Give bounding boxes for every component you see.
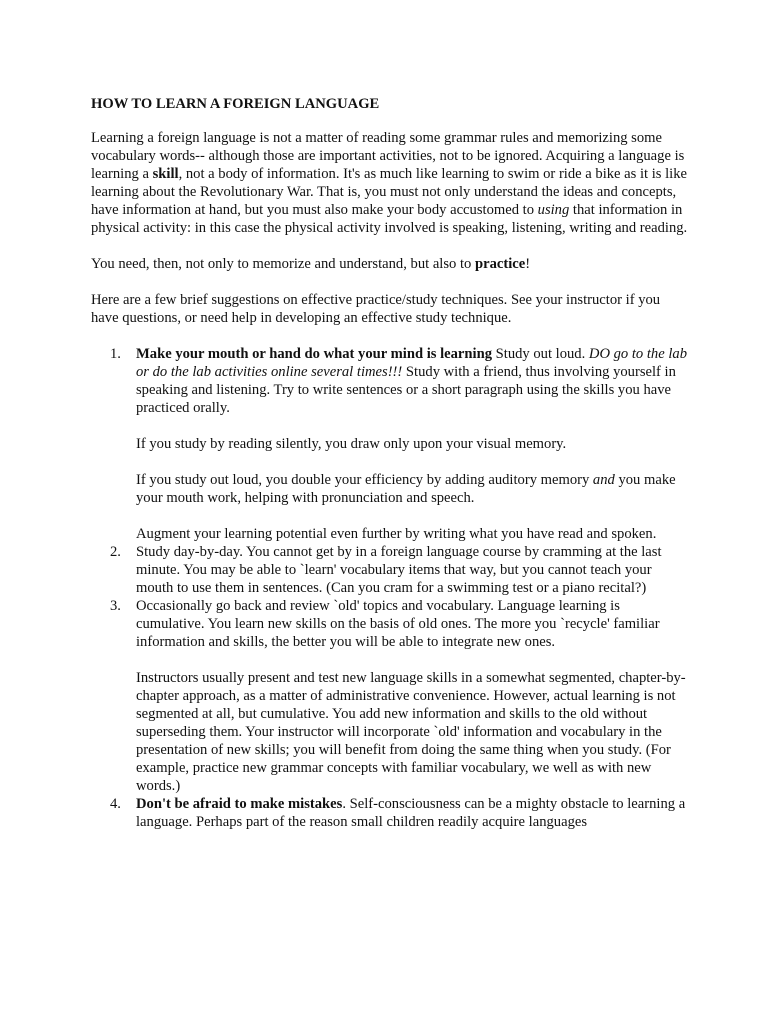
item-paragraph: Instructors usually present and test new language skills in a somewhat segmented, chapter-by-chapter approach, as a matter of administrative convenience. However, actual learning is not segmented at all, but cumulative. You add new information and skills to the old without superseding them. Your instructor will incorporate `old' information and vocabulary in the presentation of new skills; you will benefit from doing the same thing when you study. (For example, practice new grammar concepts with familiar vocabulary, we well as with new words.) (136, 670, 686, 794)
item-paragraph (136, 471, 691, 507)
item-paragraph (136, 345, 691, 417)
item-italic-text: DO go to the lab or do the lab activities online several times!!! (136, 346, 688, 380)
list-number: 2. (110, 544, 121, 560)
item-text: Study with a friend, thus involving yourself in speaking and listening. Try to write sentences or a short paragraph using the skills you have practiced orally. (136, 364, 676, 416)
list-item (91, 345, 691, 543)
suggestion-list (91, 345, 691, 831)
using-emphasis: using (537, 202, 570, 218)
item-paragraph: Occasionally go back and review `old' topics and vocabulary. Language learning is cumulative. You learn new skills on the basis of old ones. The more you `recycle' familiar information and skills, the better you will be able to integrate new ones. (136, 598, 660, 650)
intro-text: You need, then, not only to memorize and understand, but also to (91, 256, 475, 272)
item-text: you make your mouth work, helping with pronunciation and speech. (136, 472, 676, 506)
practice-emphasis: practice (474, 256, 526, 272)
item-paragraph: Augment your learning potential even further by writing what you have read and spoken. (136, 526, 657, 542)
item-text: Study out loud. (492, 346, 589, 362)
document-title: HOW TO LEARN A FOREIGN LANGUAGE (91, 96, 380, 112)
intro-text: Learning a foreign language is not a matter of reading some grammar rules and memorizing some vocabulary words-- although those are important activities, not to be ignored. Acquiring a language is learning a (91, 130, 685, 182)
item-paragraph (136, 795, 691, 831)
list-item (91, 597, 691, 795)
document-page (91, 95, 691, 831)
list-item (91, 543, 691, 597)
intro-text: ! (525, 256, 531, 272)
list-number: 4. (110, 796, 121, 812)
list-item (91, 795, 691, 831)
skill-emphasis: skill (152, 166, 179, 182)
intro-paragraph-2 (91, 255, 691, 273)
intro-text: that information in physical activity: in this case the physical activity involved is speaking, listening, writing and reading. (91, 202, 688, 236)
list-number: 1. (110, 346, 121, 362)
item-heading: Make your mouth or hand do what your mind is learning (136, 346, 492, 362)
list-number: 3. (110, 598, 121, 614)
item-paragraph: Study day-by-day. You cannot get by in a foreign language course by cramming at the last minute. You may be able to `learn' vocabulary items that way, but you cannot teach your mouth to use them in sentences. (Can you cram for a swimming test or a piano recital?) (136, 544, 662, 596)
item-paragraph: If you study by reading silently, you draw only upon your visual memory. (136, 436, 567, 452)
intro-paragraph-3: Here are a few brief suggestions on effective practice/study techniques. See your instructor if you have questions, or need help in developing an effective study technique. (91, 292, 661, 326)
item-text: . Self-consciousness can be a mighty obstacle to learning a language. Perhaps part of the reason small children readily acquire languages (136, 796, 686, 830)
intro-paragraph-1 (91, 129, 691, 237)
intro-text: , not a body of information. It's as much like learning to swim or ride a bike as it is like learning about the Revolutionary War. That is, you must not only understand the ideas and concepts, have information at hand, but you must also make your body accustomed to (91, 166, 688, 218)
item-text: If you study out loud, you double your efficiency by adding auditory memory (136, 472, 593, 488)
and-emphasis: and (592, 472, 615, 488)
item-heading: Don't be afraid to make mistakes (136, 796, 343, 812)
